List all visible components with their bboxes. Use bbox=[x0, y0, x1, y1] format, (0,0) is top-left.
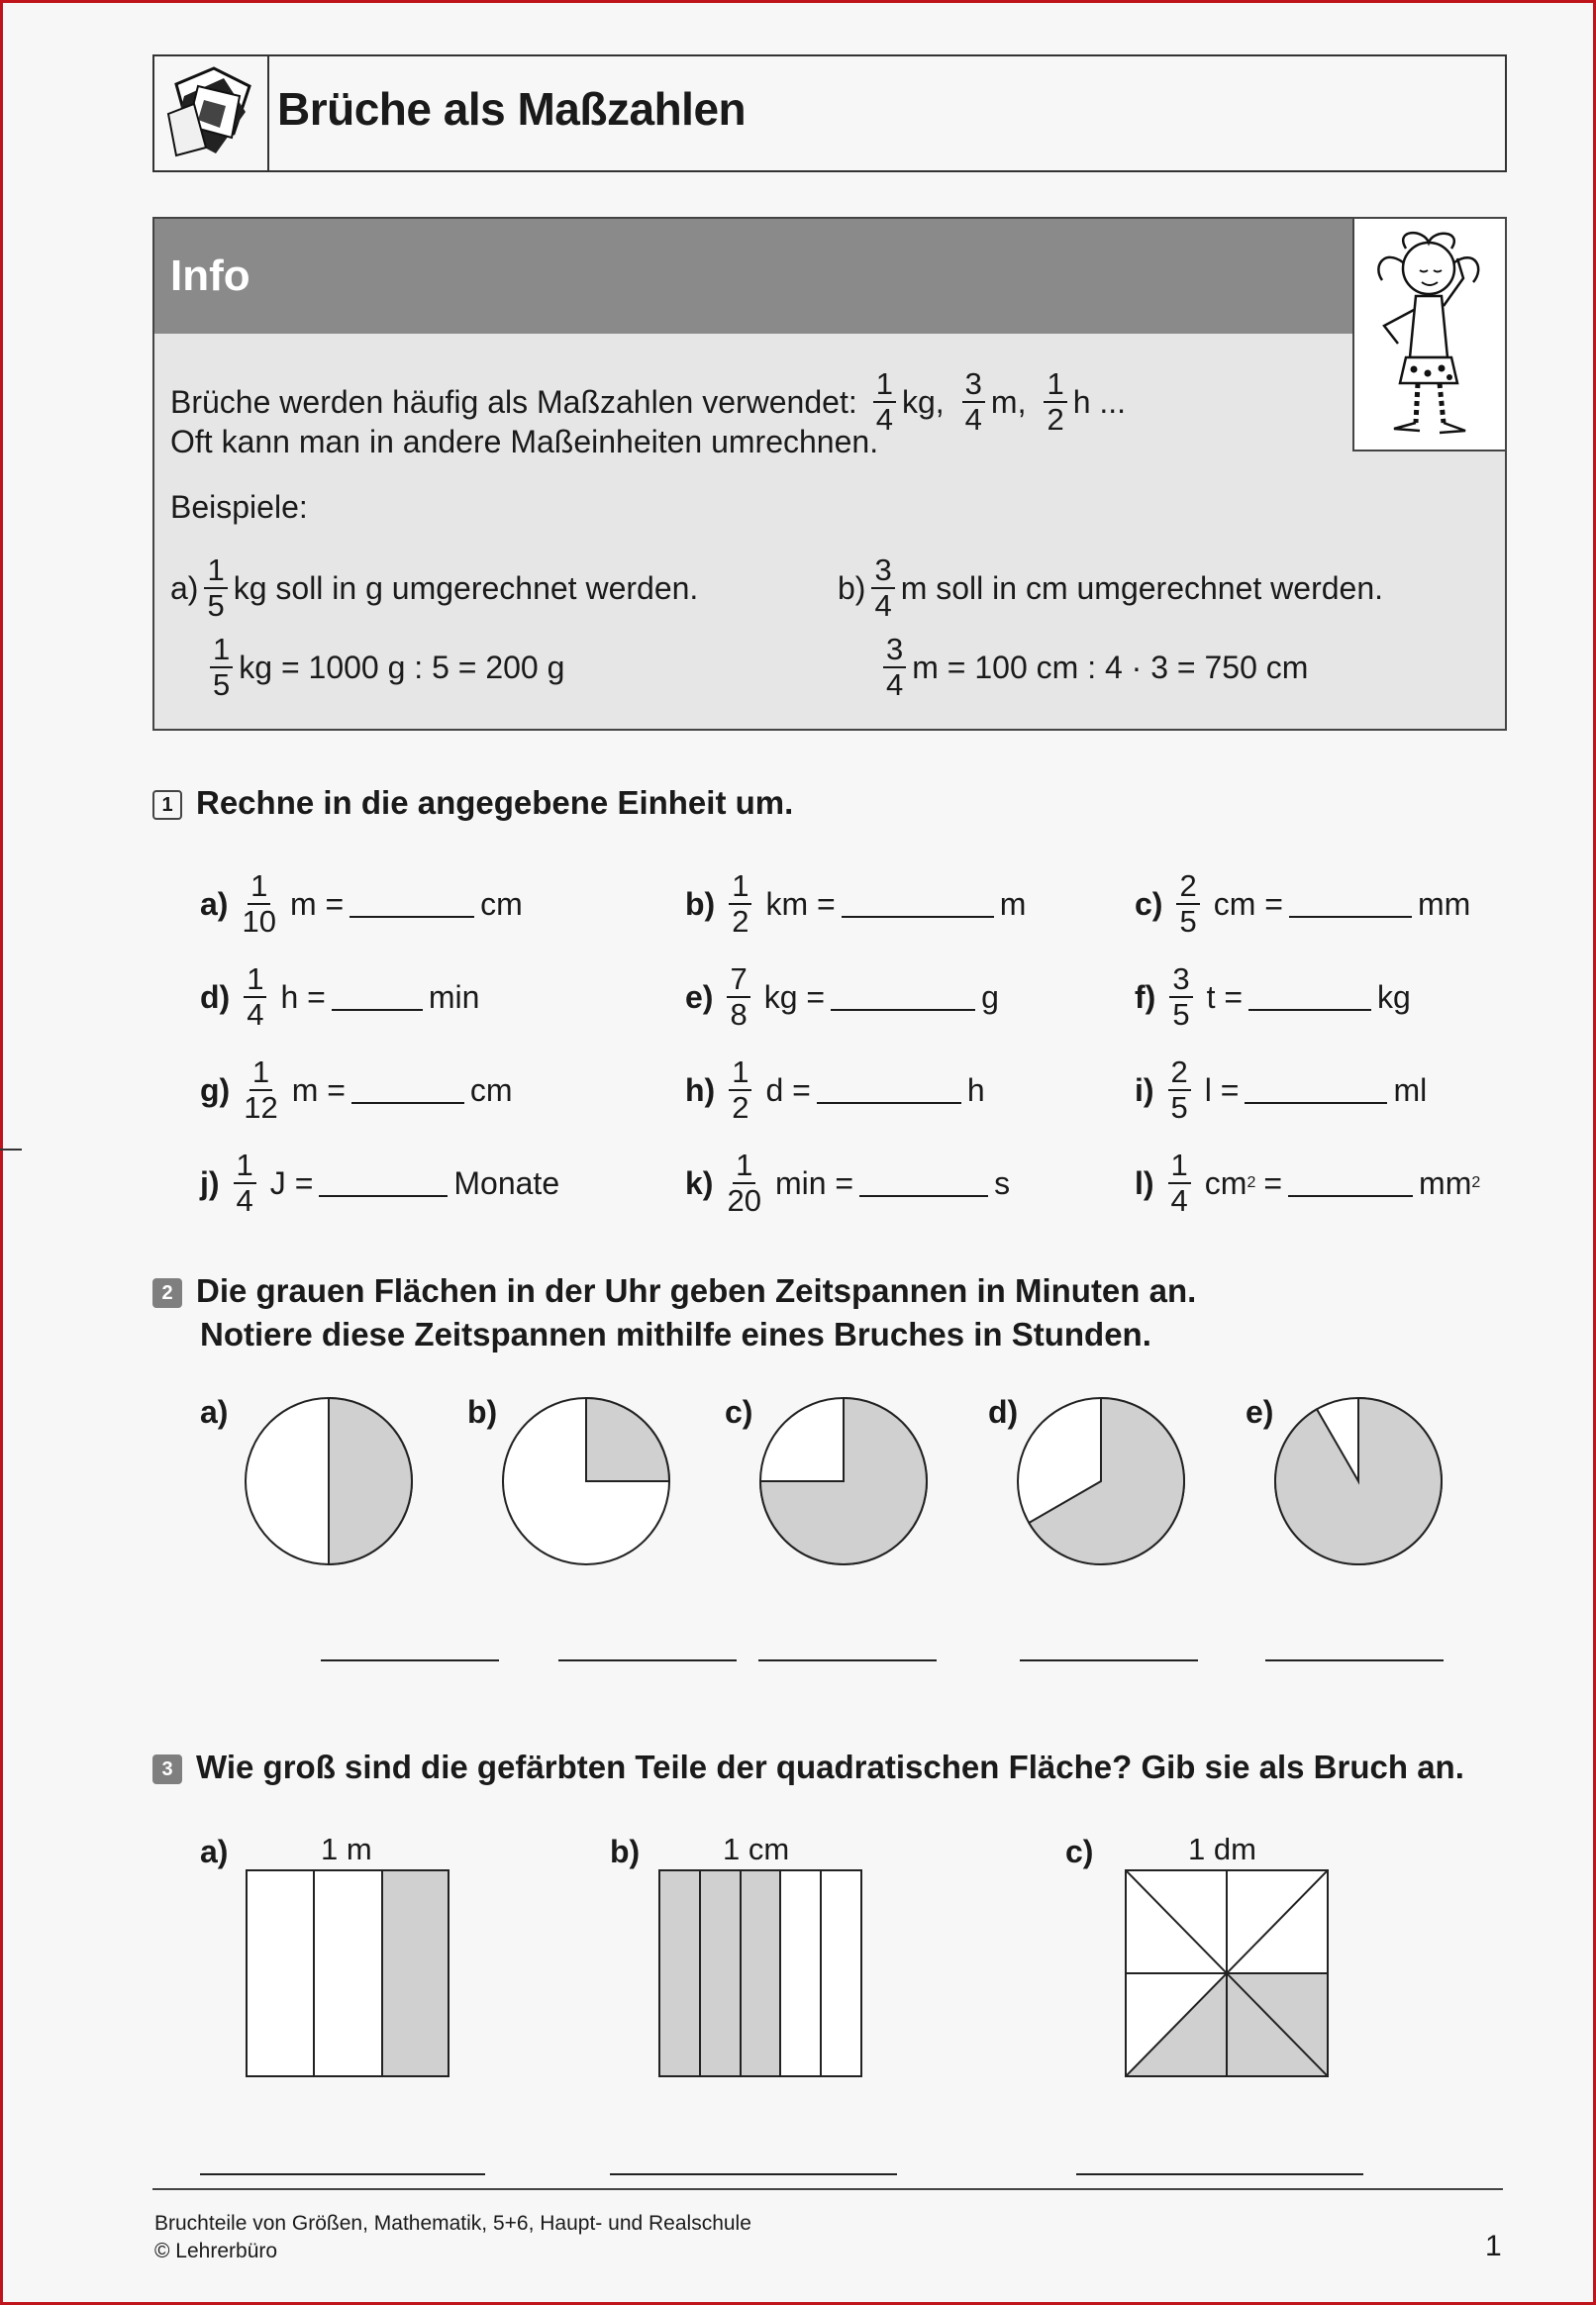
exercise-g bbox=[200, 1055, 513, 1125]
square-c-unit: 1 dm bbox=[1188, 1832, 1256, 1866]
clock-b bbox=[500, 1395, 672, 1567]
info-unit-1: kg, bbox=[901, 384, 945, 420]
square-c bbox=[1125, 1869, 1329, 2077]
info-unit-3: h ... bbox=[1072, 384, 1127, 420]
task1-heading bbox=[152, 784, 793, 822]
exercise-fraction: $\frac{1}{2}$ bbox=[729, 1055, 751, 1125]
exercise-from-unit: cm bbox=[1204, 1164, 1247, 1201]
exercise-fraction: $\frac{1}{2}$ bbox=[729, 869, 751, 939]
info-fraction-1: $\frac{1}{4}$ bbox=[873, 367, 896, 437]
clock-shaded-sector bbox=[586, 1398, 669, 1481]
example-b-fraction: $\frac{3}{4}$ bbox=[871, 553, 894, 623]
answer-blank[interactable] bbox=[332, 983, 423, 1011]
answer-blank[interactable] bbox=[842, 890, 994, 918]
exercise-fraction: $\frac{1}{20}$ bbox=[727, 1148, 761, 1218]
info-heading: Info bbox=[170, 251, 250, 300]
answer-blank[interactable] bbox=[1245, 1076, 1387, 1104]
answer-blank[interactable] bbox=[831, 983, 975, 1011]
exercise-label: k) bbox=[685, 1164, 714, 1201]
example-a-fraction: $\frac{1}{5}$ bbox=[204, 553, 227, 623]
exercise-to-unit: Monate bbox=[453, 1164, 560, 1201]
exercise-fraction: $\frac{2}{5}$ bbox=[1176, 869, 1199, 939]
info-fraction-2: $\frac{3}{4}$ bbox=[962, 367, 985, 437]
footer-text bbox=[154, 2210, 751, 2265]
exercise-d bbox=[200, 962, 479, 1032]
exercise-to-unit: cm bbox=[469, 1071, 513, 1108]
clock-label: e) bbox=[1246, 1394, 1274, 1430]
girl-illustration-icon bbox=[1352, 219, 1505, 451]
clock-c bbox=[757, 1395, 930, 1567]
exercise-b bbox=[685, 869, 1026, 939]
clock-d bbox=[1015, 1395, 1187, 1567]
title-box bbox=[152, 54, 1507, 172]
exercise-from-unit: J = bbox=[269, 1164, 314, 1201]
info-box bbox=[152, 217, 1507, 731]
answer-blank[interactable] bbox=[817, 1076, 961, 1104]
info-text bbox=[170, 367, 1126, 460]
exercise-to-unit: min bbox=[428, 978, 480, 1015]
exercise-fraction: $\frac{2}{5}$ bbox=[1168, 1055, 1191, 1125]
clock-answer-line[interactable] bbox=[1020, 1659, 1198, 1661]
exercise-to-unit: g bbox=[981, 978, 999, 1015]
example-a-calc: $\frac{1}{5}$ kg = 1000 g : 5 = 200 g bbox=[204, 633, 564, 702]
exercise-label: h) bbox=[685, 1071, 716, 1108]
exercise-h bbox=[685, 1055, 985, 1125]
square-b-label: b) bbox=[610, 1834, 641, 1869]
example-b: b) $\frac{3}{4}$ m soll in cm umgerechnet werden. bbox=[838, 552, 1384, 623]
clock-answer-line[interactable] bbox=[1265, 1659, 1444, 1661]
answer-blank[interactable] bbox=[349, 890, 474, 918]
square-a-shaded-part bbox=[382, 1871, 448, 2075]
task2-heading bbox=[152, 1269, 1196, 1356]
square-b-shaded-part bbox=[660, 1871, 780, 2075]
task2-number: 2 bbox=[152, 1278, 182, 1308]
exercise-fraction: $\frac{1}{4}$ bbox=[244, 962, 266, 1032]
exercise-label: a) bbox=[200, 885, 229, 922]
clock-shaded-sector bbox=[329, 1398, 412, 1564]
exercise-to-unit: mm bbox=[1419, 1164, 1472, 1201]
task3-heading bbox=[152, 1749, 1464, 1786]
exercise-label: b) bbox=[685, 885, 716, 922]
task2-title-line2: Notiere diese Zeitspannen mithilfe eines Bruches in Stunden. bbox=[200, 1316, 1151, 1353]
square-b-answer-line[interactable] bbox=[610, 2173, 897, 2175]
exercise-to-unit: h bbox=[966, 1071, 985, 1108]
exercise-k bbox=[685, 1149, 1010, 1218]
exercise-c bbox=[1135, 869, 1470, 939]
exercise-from-unit: km = bbox=[765, 885, 836, 922]
clock-answer-line[interactable] bbox=[758, 1659, 937, 1661]
exercise-to-unit: kg bbox=[1377, 978, 1411, 1015]
exercise-to-unit: mm bbox=[1417, 885, 1471, 922]
exercise-label: i) bbox=[1135, 1071, 1154, 1108]
clock-label: a) bbox=[200, 1394, 229, 1430]
footer-line2: © Lehrerbüro bbox=[154, 2240, 278, 2262]
square-a-answer-line[interactable] bbox=[200, 2173, 485, 2175]
info-line1: Brüche werden häufig als Maßzahlen verwendet: bbox=[170, 384, 857, 420]
square-b-unit: 1 cm bbox=[723, 1832, 790, 1866]
exercise-l: l) $\frac{1}{4}$ cm 2 = mm 2 bbox=[1135, 1148, 1481, 1218]
answer-blank[interactable] bbox=[1248, 983, 1371, 1011]
square-a-label: a) bbox=[200, 1834, 229, 1869]
square-c-label: c) bbox=[1065, 1834, 1094, 1869]
exercise-label: g) bbox=[200, 1071, 231, 1108]
exercise-from-unit: min = bbox=[774, 1164, 854, 1201]
exercise-fraction: $\frac{1}{10}$ bbox=[242, 868, 276, 939]
answer-blank[interactable] bbox=[1288, 1169, 1413, 1197]
exercise-a bbox=[200, 869, 523, 939]
clock-answer-line[interactable] bbox=[321, 1659, 499, 1661]
clock-a bbox=[243, 1395, 415, 1567]
task1-title: Rechne in die angegebene Einheit um. bbox=[196, 784, 794, 821]
example-b-calc: $\frac{3}{4}$ m = 100 cm : 4 · 3 = 750 cm bbox=[877, 633, 1308, 702]
exercise-from-unit: m = bbox=[289, 885, 345, 922]
square-a-unit: 1 m bbox=[321, 1832, 372, 1866]
answer-blank[interactable] bbox=[859, 1169, 988, 1197]
info-unit-2: m, bbox=[990, 384, 1027, 420]
clock-label: d) bbox=[988, 1394, 1019, 1430]
exercise-fraction: $\frac{7}{8}$ bbox=[727, 962, 749, 1032]
exercise-label: c) bbox=[1135, 885, 1163, 922]
footer-line1: Bruchteile von Größen, Mathematik, 5+6, Haupt- und Realschule bbox=[154, 2212, 751, 2235]
exercise-from-unit: m = bbox=[291, 1071, 346, 1108]
exercise-j bbox=[200, 1149, 559, 1218]
exercise-to-unit: m bbox=[999, 885, 1027, 922]
task3-number: 3 bbox=[152, 1754, 182, 1784]
margin-mark bbox=[0, 1149, 22, 1151]
exercise-fraction: $\frac{1}{4}$ bbox=[1168, 1149, 1191, 1218]
square-b bbox=[658, 1869, 862, 2077]
exercise-label: l) bbox=[1135, 1164, 1154, 1201]
exercise-from-unit: kg = bbox=[763, 978, 826, 1015]
examples-label: Beispiele: bbox=[170, 489, 308, 525]
exercise-from-unit: cm = bbox=[1213, 885, 1283, 922]
task2-title-line1: Die grauen Flächen in der Uhr geben Zeitspannen in Minuten an. bbox=[196, 1272, 1197, 1309]
exercise-i bbox=[1135, 1055, 1427, 1125]
exercise-f bbox=[1135, 962, 1411, 1032]
answer-blank[interactable] bbox=[351, 1076, 464, 1104]
exercise-e bbox=[685, 962, 999, 1032]
info-fraction-3: $\frac{1}{2}$ bbox=[1044, 367, 1066, 437]
info-header bbox=[154, 219, 1352, 334]
clock-shaded-sector bbox=[1275, 1398, 1442, 1564]
exercise-label: e) bbox=[685, 978, 714, 1015]
task1-number: 1 bbox=[152, 790, 182, 820]
task3-title: Wie groß sind die gefärbten Teile der quadratischen Fläche? Gib sie als Bruch an. bbox=[196, 1749, 1464, 1785]
clock-answer-line[interactable] bbox=[558, 1659, 737, 1661]
page-title: Brüche als Maßzahlen bbox=[277, 83, 747, 135]
square-c-answer-line[interactable] bbox=[1076, 2173, 1363, 2175]
exercise-from-unit: h = bbox=[280, 978, 326, 1015]
clock-label: c) bbox=[725, 1394, 753, 1430]
clock-label: b) bbox=[467, 1394, 498, 1430]
exercise-from-unit: l = bbox=[1204, 1071, 1240, 1108]
exercise-to-unit: s bbox=[994, 1164, 1011, 1201]
exercise-to-unit: cm bbox=[480, 885, 523, 922]
exercise-fraction: $\frac{3}{5}$ bbox=[1169, 962, 1192, 1032]
footer-divider bbox=[152, 2188, 1503, 2190]
exercise-from-unit: d = bbox=[765, 1071, 811, 1108]
answer-blank[interactable] bbox=[319, 1169, 448, 1197]
exercise-label: d) bbox=[200, 978, 231, 1015]
answer-blank[interactable] bbox=[1289, 890, 1412, 918]
exercise-fraction: $\frac{1}{4}$ bbox=[234, 1149, 256, 1218]
logo-icon bbox=[154, 56, 269, 170]
exercise-label: j) bbox=[200, 1164, 220, 1201]
info-line2: Oft kann man in andere Maßeinheiten umrechnen. bbox=[170, 424, 879, 459]
exercise-label: f) bbox=[1135, 978, 1156, 1015]
page-number: 1 bbox=[1485, 2230, 1502, 2262]
exercise-fraction: $\frac{1}{12}$ bbox=[244, 1054, 278, 1125]
example-a: a) $\frac{1}{5}$ kg soll in g umgerechnet werden. bbox=[170, 552, 699, 623]
square-a bbox=[246, 1869, 449, 2077]
clock-e bbox=[1272, 1395, 1445, 1567]
exercise-from-unit: t = bbox=[1206, 978, 1244, 1015]
exercise-to-unit: ml bbox=[1393, 1071, 1428, 1108]
